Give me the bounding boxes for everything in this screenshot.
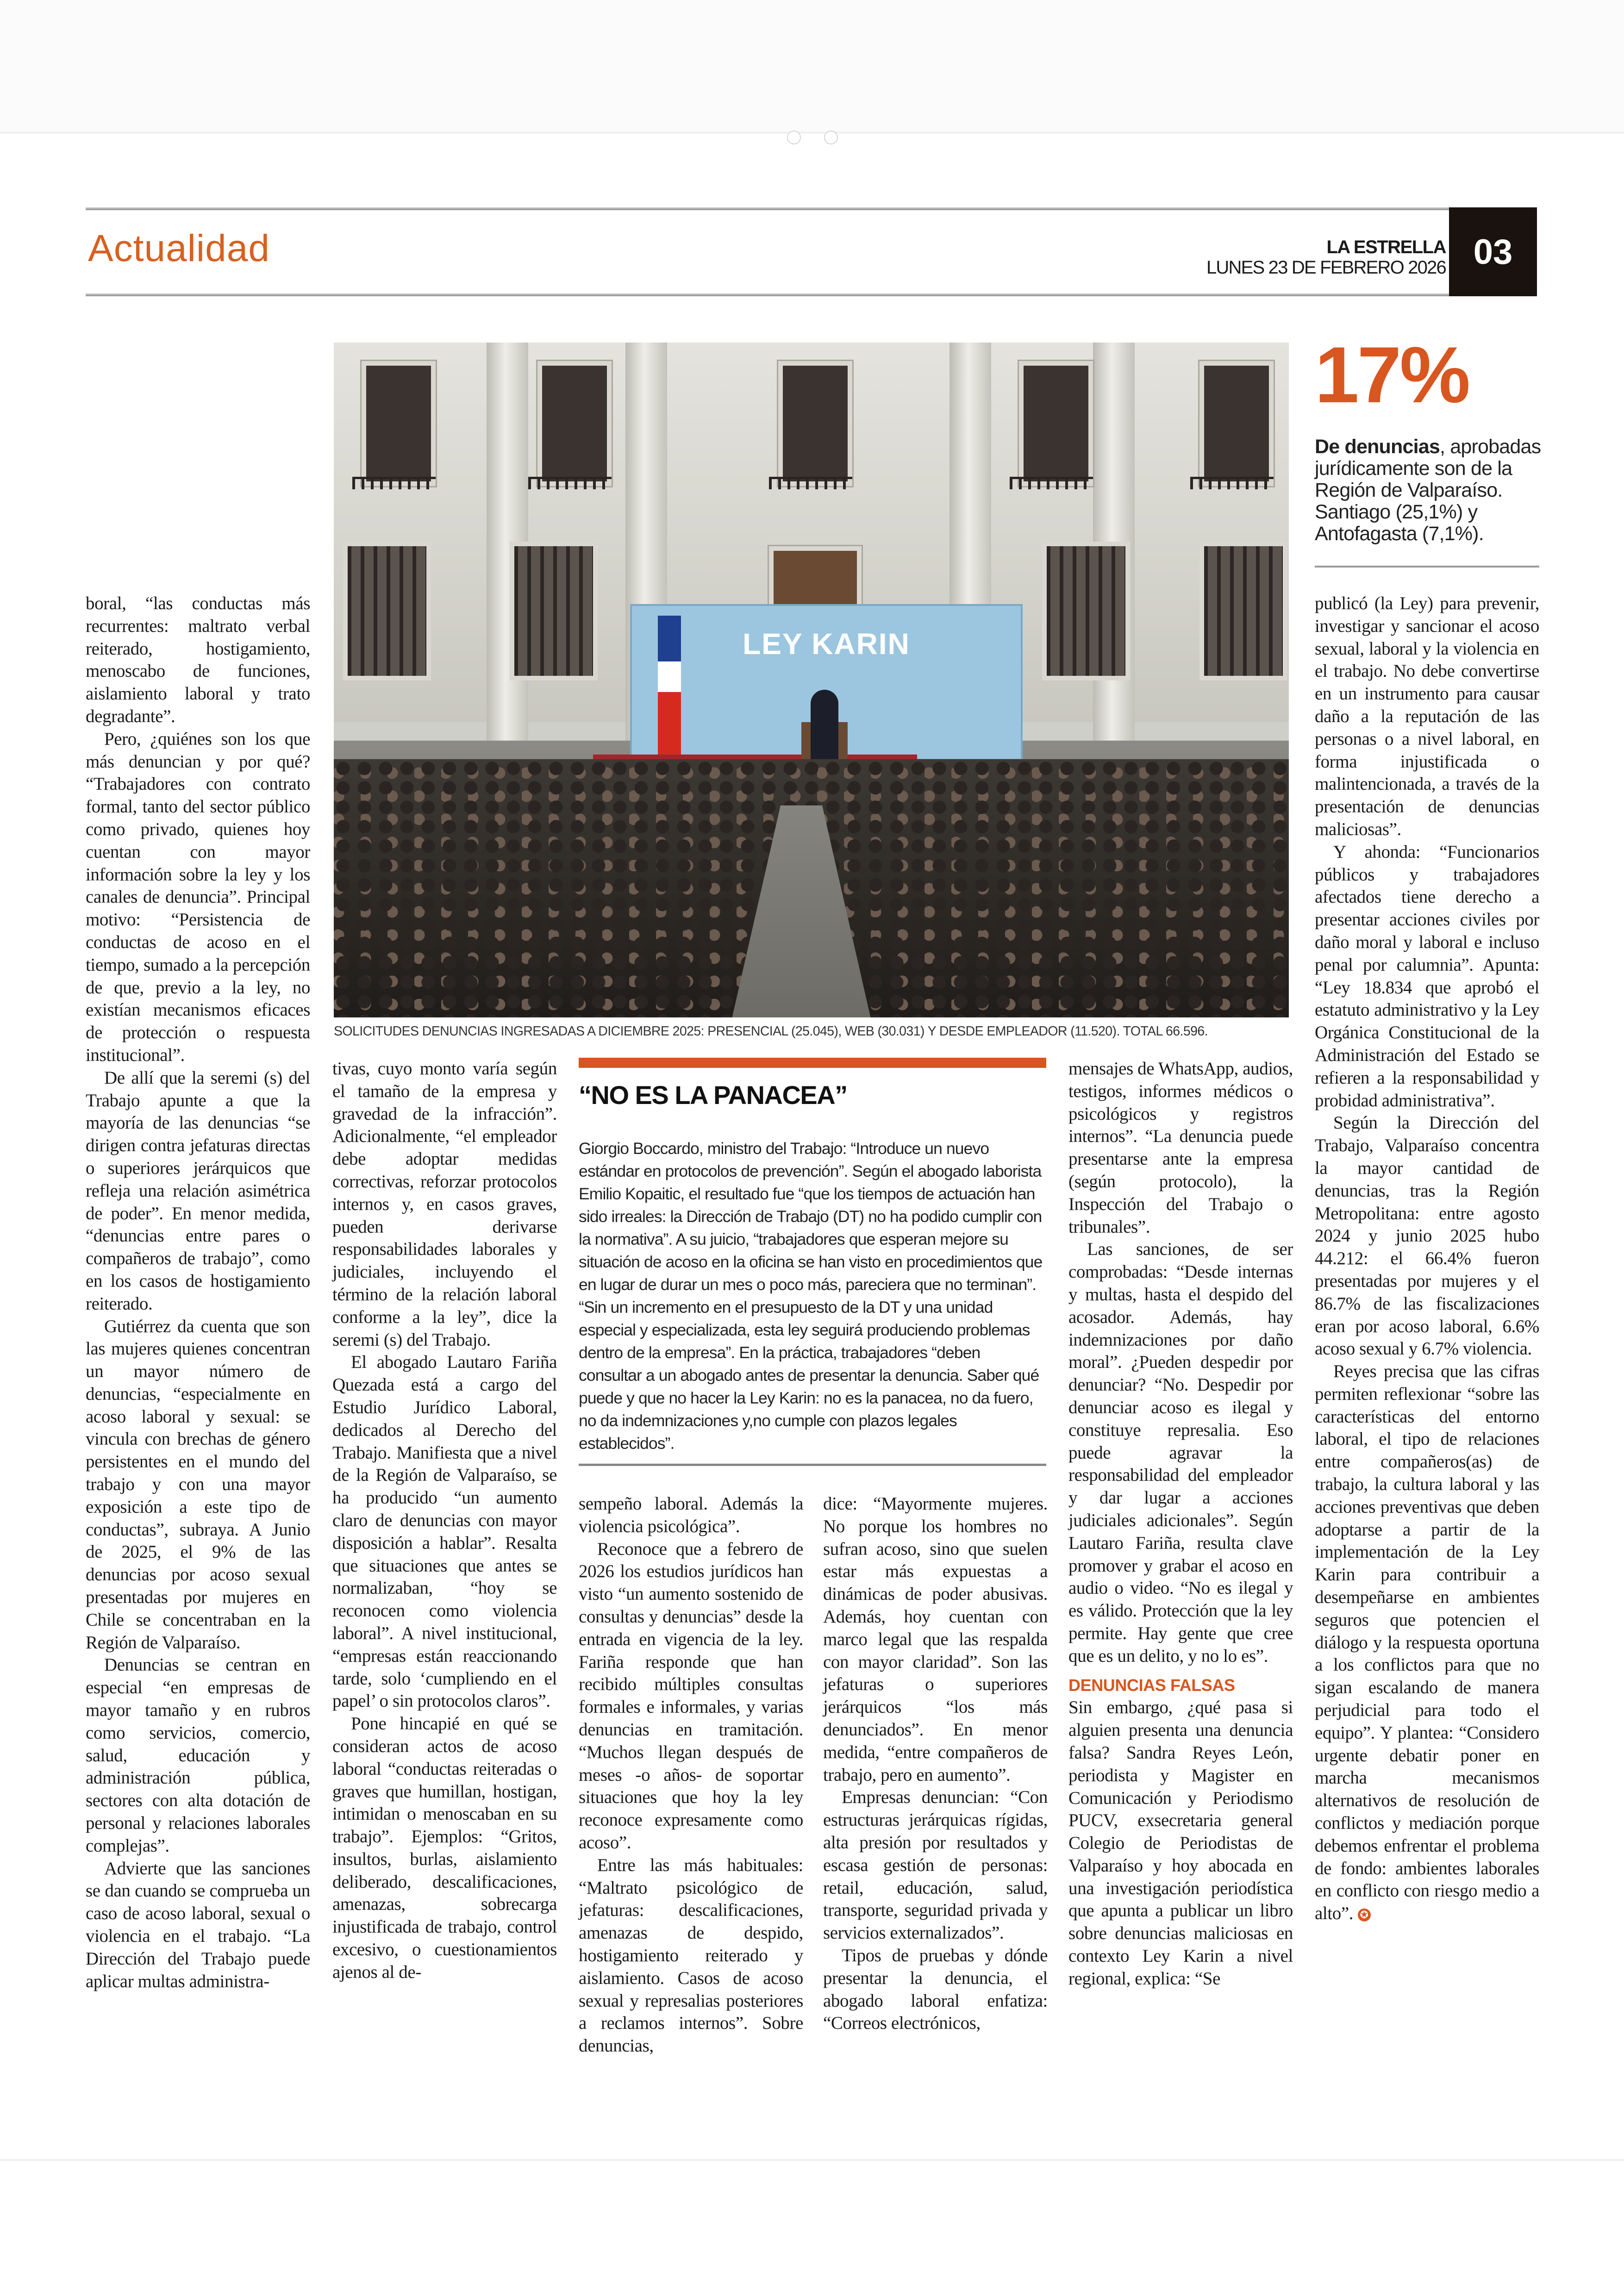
- paragraph: sempeño laboral. Además la violencia psicológica”.: [579, 1494, 803, 1536]
- paragraph: Las sanciones, de ser comprobadas: “Desde internas y multas, hasta el despido del acosador. Además, hay indemnizaciones por daño moral”. ¿Pueden despedir por denunciar? “No. Despedir por denunciar acoso es ilegal y constituye represalia. Eso puede agravar la responsabilidad del empleador y dar lugar a acciones judiciales adicionales”. Según Lautaro Fariña, resulta clave promover y grabar el acoso en audio o video. “No es ilegal y es válido. Protección que la ley permite. Hay gente que cree que es un delito, y no lo es”.: [1068, 1239, 1293, 1666]
- paragraph: El abogado Lautaro Fariña Quezada está a cargo del Estudio Jurídico Laboral, dedicados al Derecho del Trabajo. Manifiesta que a nivel de la Región de Valparaíso, se ha producido “un aumento claro de denuncias con mayor disposición a hablar”. Resalta que situaciones que antes se normalizaban, “hoy se reconocen como violencia laboral”. A nivel institucional, “empresas están reaccionando tarde, solo ‘cumpliendo en el papel’ o sin protocolos claros”.: [332, 1352, 557, 1711]
- paragraph: tivas, cuyo monto varía según el tamaño de la empresa y gravedad de la infracción”. Adicionalmente, “el empleador debe adoptar medidas correctivas, reforzar protocolos internos y, en casos graves, pueden derivarse responsabilidades laborales y judiciales, incluyendo el término de la relación laboral conforme a la ley”, dice la seremi (s) del Trabajo.: [332, 1059, 557, 1350]
- page-bottom-border: [0, 2159, 1624, 2161]
- header-bottom-rule: [86, 293, 1449, 296]
- newspaper-name: LA ESTRELLA: [1326, 237, 1446, 257]
- box-bottom-rule: [579, 1464, 1046, 1466]
- balcony: [352, 477, 436, 489]
- article-column-5: [1068, 1058, 1293, 1990]
- window: [1019, 361, 1093, 486]
- issue-date: LUNES 23 DE FEBRERO 2026: [1206, 257, 1446, 278]
- window: [537, 361, 612, 486]
- paragraph: Pero, ¿quiénes son los que más denuncian y por qué? “Trabajadores con contrato formal, tanto del sector público como privado, quienes hoy cuentan con mayor información sobre la ley y los canales de denuncia”. Principal motivo: “Persistencia de conductas de acoso en el tiempo, sumado a la percepción de que, previo a la ley, no existían mecanismos eficaces de protección o respuesta institucional”.: [86, 729, 310, 1065]
- page-nav-prev-dot[interactable]: [787, 131, 801, 144]
- page-nav-next-dot[interactable]: [824, 131, 838, 144]
- speaker: [811, 690, 838, 768]
- paragraph: Entre las más habituales: “Maltrato psicológico de jefaturas: descalificaciones, amenazas de despido, hostigamiento reiterado y aislamiento. Casos de acoso sexual y represalias posteriores a reclamos internos”. Sobre denuncias,: [579, 1855, 803, 2056]
- photo-caption: SOLICITUDES DENUNCIAS INGRESADAS A DICIEMBRE 2025: PRESENCIAL (25.045), WEB (30.031) Y DESDE EMPLEADOR (11.520). TOTAL 66.596.: [334, 1024, 1208, 1039]
- box-title: “NO ES LA PANACEA”: [579, 1080, 847, 1110]
- masthead: [1206, 237, 1446, 278]
- barred-window: [510, 542, 598, 680]
- event-photo: [334, 343, 1289, 1017]
- stat-lead: De denuncias: [1315, 436, 1440, 458]
- stat-text: , aprobadas jurídicamente son de la Región de Valparaíso. Santiago (25,1%) y Antofagasta (7,1%).: [1315, 436, 1541, 545]
- paragraph: Reconoce que a febrero de 2026 los estudios jurídicos han visto “un aumento sostenido de consultas y denuncias” desde la entrada en vigencia de la ley. Fariña responde que han recibido múltiples consultas formales e informales, y varias denuncias en tramitación. “Muchos llegan después de meses -o años- de soportar situaciones que hoy la ley reconoce expresamente como acoso”.: [579, 1539, 803, 1852]
- article-column-4: [823, 1493, 1048, 2035]
- window: [778, 361, 852, 486]
- chilean-flag: [658, 616, 681, 755]
- section-title: Actualidad: [88, 227, 270, 269]
- stat-value: 17%: [1315, 331, 1469, 419]
- paragraph: [1315, 1360, 1539, 1925]
- paragraph: Advierte que las sanciones se dan cuando se comprueba un caso de acoso laboral, sexual o violencia en el trabajo. “La Dirección del Trabajo puede aplicar multas administra-: [86, 1858, 310, 1991]
- paragraph: Sin embargo, ¿qué pasa si alguien presenta una denuncia falsa? Sandra Reyes León, periodista y Magister en Comunicación y Periodismo PUCV, exsecretaria general Colegio de Periodistas de Valparaíso y hoy abocada en una investigación periodística que apunta a publicar un libro sobre denuncias maliciosas en contexto Ley Karin a nivel regional, explica: “Se: [1068, 1697, 1293, 1989]
- paragraph: mensajes de WhatsApp, audios, testigos, informes médicos o psicológicos y registros internos”. “La denuncia puede presentarse ante la empresa (según protocolo), la Inspección del Trabajo o tribunales”.: [1068, 1059, 1293, 1237]
- barred-window: [343, 542, 431, 680]
- window: [1199, 361, 1274, 486]
- final-paragraph-text: Reyes precisa que las cifras permiten reflexionar “sobre las características del entorno laboral, el tipo de relaciones entre compañeros(as) de trabajo, la cultura laboral y las acciones preventivas que deben adoptarse a partir de la implementación de la Ley Karin para contribuir a desempeñarse en ambientes seguros que potencien el diálogo y la respuesta oportuna a los conflictos para que no sigan escalando de manera perjudicial para todo el equipo”. Y plantea: “Considero urgente debatir poner en marcha mecanismos alternativos de resolución de conflictos y mediación porque debemos enfrentar el problema de fondo: ambientes laborales en conflicto con riesgo medio a alto”.: [1315, 1361, 1539, 1924]
- paragraph: Tipos de pruebas y dónde presentar la denuncia, el abogado laboral enfatiza: “Correos electrónicos,: [823, 1945, 1048, 2033]
- paragraph: Gutiérrez da cuenta que son las mujeres quienes concentran un mayor número de denuncias, “especialmente en acoso laboral y sexual: se vincula con brechas de género persistentes en el mundo del trabajo y con una mayor exposición a este tipo de conductas”, subraya. A Junio de 2025, el 9% de las denuncias por acoso sexual presentadas por mujeres en Chile se concentraban en la Región de Valparaíso.: [86, 1316, 310, 1653]
- box-accent-bar: [579, 1058, 1046, 1068]
- paragraph: publicó (la Ley) para prevenir, investigar y sancionar el acoso sexual, laboral y la violencia en el trabajo. No debe convertirse en un instrumento para causar daño a la reputación de las personas o a nivel laboral, en forma injustificada o malintencionada, a través de la presentación de denuncias maliciosas”.: [1315, 593, 1539, 839]
- subheading-denuncias-falsas: DENUNCIAS FALSAS: [1068, 1675, 1235, 1695]
- box-text: Giorgio Boccardo, ministro del Trabajo: “Introduce un nuevo estándar en protocolos de prevención”. Según el abogado laborista Emilio Kopaitic, el resultado fue “que los tiempos de actuación han sido irreales: la Dirección de Trabajo (DT) no ha podido cumplir con la normativa”. A su juicio, “trabajadores que esperan mejore su situación de acoso en la oficina se han visto en procedimientos que en lugar de durar un mes o poco más, pareciera que no terminan”. “Sin un incremento en el presupuesto de la DT y una unidad especial y especializada, esta ley seguirá produciendo problemas dentro de la empresa”. En la práctica, trabajadores “deben consultar a un abogado antes de presentar la denuncia. Saber qué puede y que no hacer la Ley Karin: no es la panacea, no da fuero, no da indemnizaciones y,no cumple con plazos legales establecidos”.: [579, 1139, 1043, 1453]
- paragraph: Pone hincapié en qué se consideran actos de acoso laboral “conductas reiteradas o graves que humillan, hostigan, intimidan o menoscaban en su trabajo”. Ejemplos: “Gritos, insultos, burlas, aislamiento deliberado, descalificaciones, amenazas, sobrecarga injustificada de trabajo, control excesivo, o cuestionamientos ajenos al de-: [332, 1714, 557, 1982]
- paragraph: De allí que la seremi (s) del Trabajo apunte a que la mayoría de las denuncias “se dirigen contra jefaturas directas o superiores jerárquicos que refleja una relación asimétrica de poder”. En menor medida, “denuncias entre pares o compañeros de trabajo”, como en los casos de hostigamiento reiterado.: [86, 1067, 310, 1314]
- article-column-3: [579, 1493, 803, 2058]
- article-column-2: [332, 1058, 557, 1984]
- paragraph: Según la Dirección del Trabajo, Valparaíso concentra la mayor cantidad de denuncias, tras la Región Metropolitana: entre agosto 2024 y junio 2025 hubo 44.212: el 66.4% fueron presentadas por mujeres y el 86.7% de las fiscalizaciones eran por acoso laboral, 6.6% acoso sexual y 6.7% violencia.: [1315, 1113, 1539, 1359]
- barred-window: [1042, 542, 1130, 680]
- article-column-6: [1315, 592, 1539, 1925]
- balcony: [1190, 477, 1274, 489]
- balcony: [769, 477, 852, 489]
- header-top-rule: [86, 207, 1449, 210]
- paragraph: Empresas denuncian: “Con estructuras jerárquicas rígidas, alta presión por resultados y escasa gestión de personas: retail, educación, salud, transporte, seguridad privada y servicios externalizados”.: [823, 1787, 1048, 1943]
- balcony: [1010, 477, 1093, 489]
- banner-text: LEY KARIN: [743, 627, 910, 661]
- paragraph: boral, “las conductas más recurrentes: maltrato verbal reiterado, hostigamiento, menoscabo de funciones, aislamiento laboral y trato degradante”.: [86, 593, 310, 726]
- end-of-article-icon: ✪: [1358, 1908, 1371, 1921]
- viewer-top-strip: [0, 0, 1624, 133]
- article-column-1: [86, 592, 310, 1993]
- paragraph: dice: “Mayormente mujeres. No porque los hombres no sufran acoso, sino que suelen estar más expuestas a dinámicas de poder abusivas. Además, hoy cuentan con marco legal que las respalda con mayor claridad”. Son las jefaturas o superiores jerárquicos “los más denunciados”. En menor medida, “entre compañeros de trabajo, pero en aumento”.: [823, 1494, 1048, 1785]
- paragraph: Y ahonda: “Funcionarios públicos y trabajadores afectados tiene derecho a presentar acciones civiles por daño moral y laboral e incluso penal por calumnia”. Apunta: “Ley 18.834 que aprobó el estatuto administrativo y la Ley Orgánica Constitucional de la Administración del Estado se refieren a la responsabilidad y probidad administrativa”.: [1315, 842, 1539, 1110]
- stat-description: [1315, 436, 1542, 545]
- page-number: 03: [1449, 207, 1537, 296]
- balcony: [528, 477, 612, 489]
- sidebar-box: [579, 1058, 1046, 1466]
- paragraph: Denuncias se centran en especial “en empresas de mayor tamaño y en rubros como servicios, comercio, salud, educación y administración pública, sectores con alta dotación de personal y relaciones laborales complejas”.: [86, 1655, 310, 1856]
- window: [362, 361, 436, 486]
- barred-window: [1199, 542, 1287, 680]
- stat-rule: [1315, 566, 1539, 568]
